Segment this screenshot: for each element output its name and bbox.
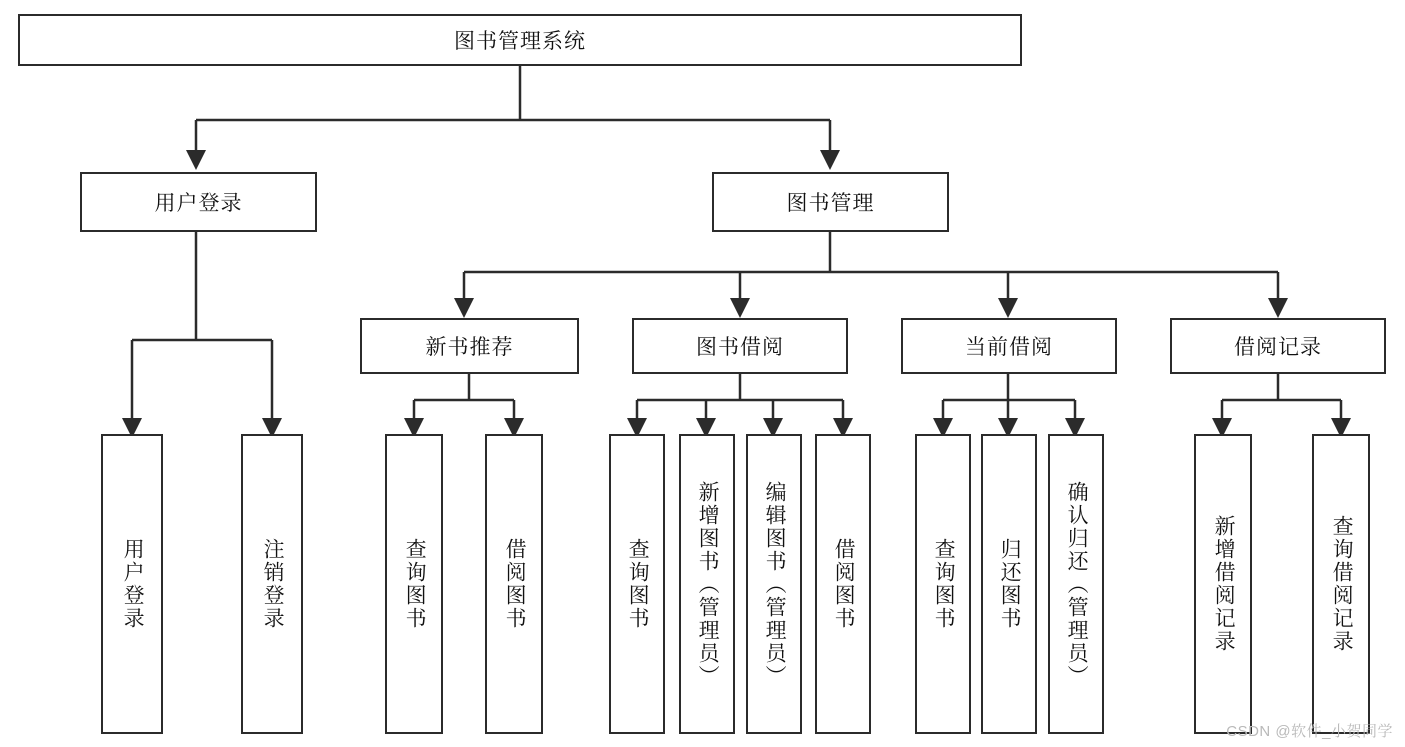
node-new-book-child-borrow-book[interactable]: 借阅图书 bbox=[485, 434, 543, 734]
node-book-borrow-child-edit-book-admin[interactable]: 编辑图书（管理员） bbox=[746, 434, 802, 734]
node-new-book-recommend[interactable]: 新书推荐 bbox=[360, 318, 579, 374]
watermark-text: CSDN @软件_小贺同学 bbox=[1226, 723, 1393, 740]
node-book-borrow[interactable]: 图书借阅 bbox=[632, 318, 848, 374]
node-current-borrow[interactable]: 当前借阅 bbox=[901, 318, 1117, 374]
node-user-login[interactable]: 用户登录 bbox=[80, 172, 317, 232]
node-book-borrow-child-query-book[interactable]: 查询图书 bbox=[609, 434, 665, 734]
node-book-borrow-child-borrow-book[interactable]: 借阅图书 bbox=[815, 434, 871, 734]
node-borrow-record[interactable]: 借阅记录 bbox=[1170, 318, 1386, 374]
node-current-borrow-child-confirm-return-admin[interactable]: 确认归还（管理员） bbox=[1048, 434, 1104, 734]
node-book-borrow-child-add-book-admin[interactable]: 新增图书（管理员） bbox=[679, 434, 735, 734]
node-new-book-child-query-book[interactable]: 查询图书 bbox=[385, 434, 443, 734]
node-current-borrow-child-query-book[interactable]: 查询图书 bbox=[915, 434, 971, 734]
node-borrow-record-child-query-record[interactable]: 查询借阅记录 bbox=[1312, 434, 1370, 734]
node-login-child-user-login[interactable]: 用户登录 bbox=[101, 434, 163, 734]
node-book-manage[interactable]: 图书管理 bbox=[712, 172, 949, 232]
node-login-child-logout[interactable]: 注销登录 bbox=[241, 434, 303, 734]
node-borrow-record-child-add-record[interactable]: 新增借阅记录 bbox=[1194, 434, 1252, 734]
node-current-borrow-child-return-book[interactable]: 归还图书 bbox=[981, 434, 1037, 734]
node-root[interactable]: 图书管理系统 bbox=[18, 14, 1022, 66]
